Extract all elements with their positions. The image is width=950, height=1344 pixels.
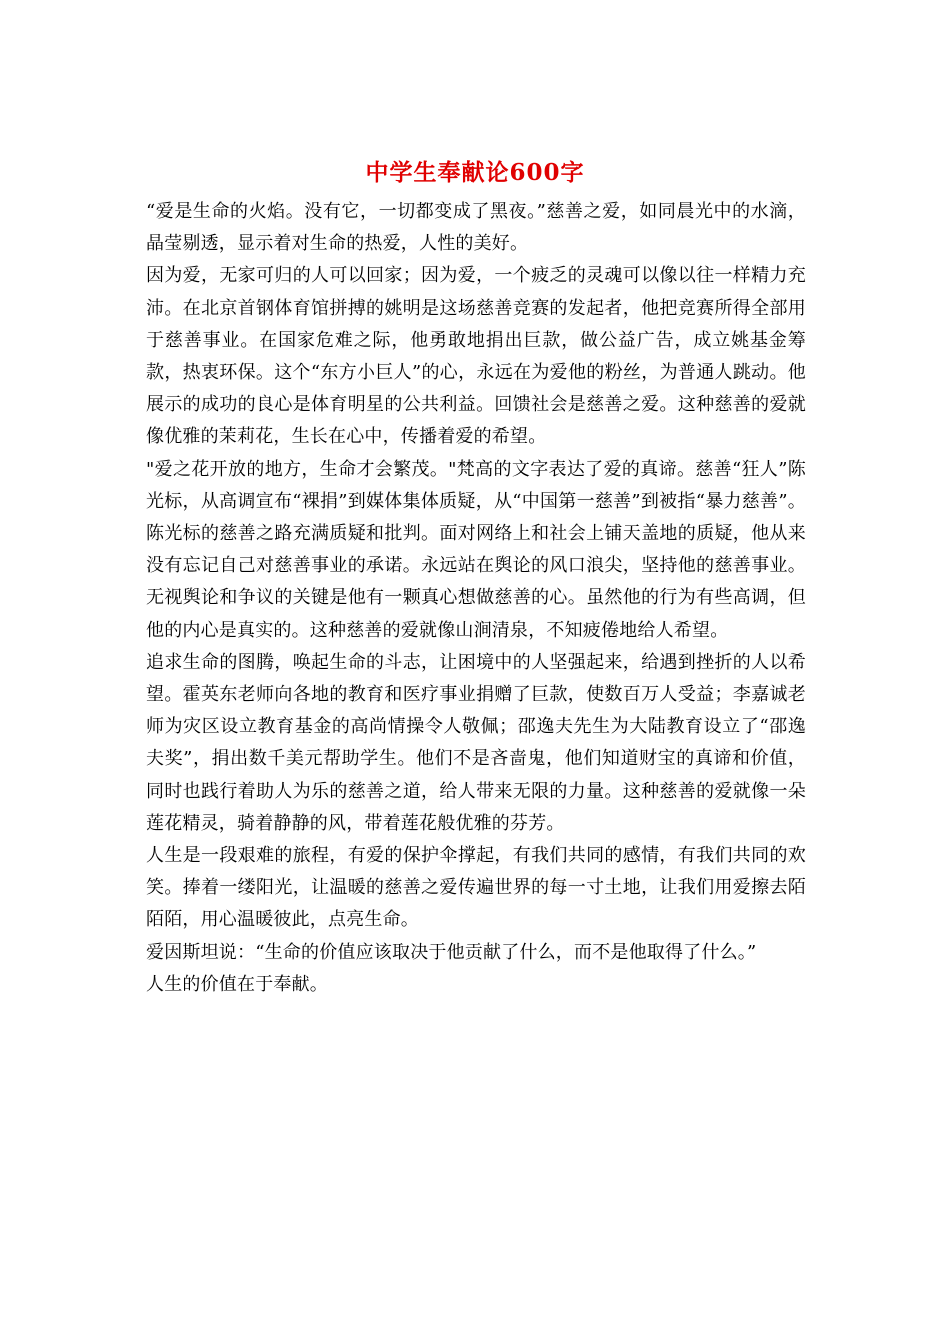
paragraph: “爱是生命的火焰。没有它，一切都变成了黑夜。”慈善之爱，如同晨光中的水滴，晶莹剔透，显示着对生命的热爱，人性的美好。 xyxy=(146,201,806,255)
paragraph: 追求生命的图腾，唤起生命的斗志，让困境中的人坚强起来，给遇到挫折的人以希望。霍英东老师向各地的教育和医疗事业捐赠了巨款，使数百万人受益；李嘉诚老师为灾区设立教育基金的高尚情操令人敬佩；邵逸夫先生为大陆教育设立了“邵逸夫奖”，捐出数千美元帮助学生。他们不是吝啬鬼，他们知道财宝的真谛和价值，同时也践行着助人为乐的慈善之道，给人带来无限的力量。这种慈善的爱就像一朵莲花精灵，骑着静静的风，带着莲花般优雅的芬芳。 xyxy=(146,651,806,834)
document-title: 中学生奉献论600字 xyxy=(365,159,585,186)
paragraph: 爱因斯坦说：“生命的价值应该取决于他贡献了什么，而不是他取得了什么。” xyxy=(146,941,757,963)
paragraph: 人生的价值在于奉献。 xyxy=(146,973,328,995)
paragraph: 因为爱，无家可归的人可以回家；因为爱，一个疲乏的灵魂可以像以往一样精力充沛。在北京首钢体育馆拼搏的姚明是这场慈善竞赛的发起者，他把竞赛所得全部用于慈善事业。在国家危难之际，他勇敢地捐出巨款，做公益广告，成立姚基金筹款，热衷环保。这个“东方小巨人”的心，永远在为爱他的粉丝，为普通人跳动。他展示的成功的良心是体育明星的公共利益。回馈社会是慈善之爱。这种慈善的爱就像优雅的茉莉花，生长在心中，传播着爱的希望。 xyxy=(146,265,806,448)
document-body xyxy=(146,196,806,1001)
paragraph: "爱之花开放的地方，生命才会繁茂。"梵高的文字表达了爱的真谛。慈善“狂人”陈光标，从高调宣布“裸捐”到媒体集体质疑，从“中国第一慈善”到被指“暴力慈善”。陈光标的慈善之路充满质疑和批判。面对网络上和社会上铺天盖地的质疑，他从来没有忘记自己对慈善事业的承诺。永远站在舆论的风口浪尖，坚持他的慈善事业。无视舆论和争议的关键是他有一颗真心想做慈善的心。虽然他的行为有些高调，但他的内心是真实的。这种慈善的爱就像山涧清泉，不知疲倦地给人希望。 xyxy=(146,458,806,641)
paragraph: 人生是一段艰难的旅程，有爱的保护伞撑起，有我们共同的感情，有我们共同的欢笑。捧着一缕阳光，让温暖的慈善之爱传遍世界的每一寸土地，让我们用爱擦去陌陌陌，用心温暖彼此，点亮生命。 xyxy=(146,845,806,931)
